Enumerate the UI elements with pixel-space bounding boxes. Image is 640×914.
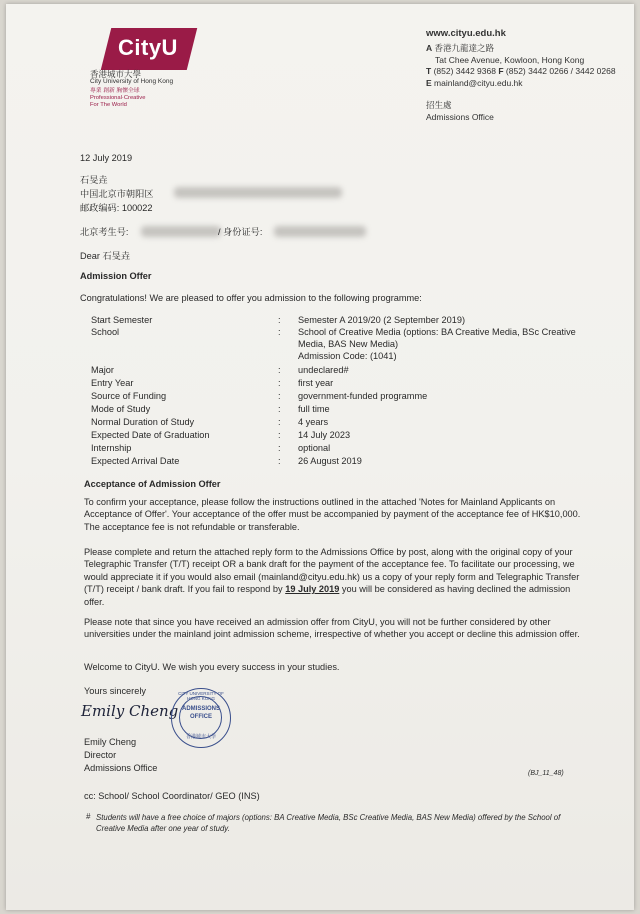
recipient-name: 石旻垚 <box>80 175 108 185</box>
detail-colon: : <box>278 365 281 375</box>
detail-label: Expected Date of Graduation <box>91 430 210 440</box>
addr-cn: 香港九龍達之路 <box>434 43 495 53</box>
footnote-mark: # <box>86 812 91 821</box>
tel: (852) 3442 9368 <box>433 66 496 76</box>
header-contact <box>426 28 616 123</box>
detail-value: optional <box>298 443 331 453</box>
logo-name-en: City University of Hong Kong <box>90 78 174 85</box>
letter-date: 12 July 2019 <box>80 153 133 163</box>
detail-value: Admission Code: (1041) <box>298 351 397 361</box>
detail-colon: : <box>278 417 281 427</box>
redacted-exam-no <box>141 226 221 237</box>
acceptance-paragraph-2-b: you will be considered as having declined the admission offer. <box>84 584 571 607</box>
email-label: E <box>426 77 432 88</box>
detail-label: Start Semester <box>91 315 153 325</box>
detail-colon: : <box>278 327 281 337</box>
detail-value: 4 years <box>298 417 329 427</box>
stamp-line-2: OFFICE <box>190 714 212 720</box>
acceptance-paragraph-3: Please note that since you have received an admission offer from CityU, you will not be further considered by other universities under the mainland joint admission scheme, irrespective of whether you accept or decline this admission offer. <box>84 617 580 640</box>
detail-value: government-funded programme <box>298 391 428 401</box>
logo-tagline-en-2: For The World <box>90 102 127 108</box>
detail-label: Mode of Study <box>91 404 151 414</box>
website: www.cityu.edu.hk <box>426 28 506 39</box>
addr-label: A <box>426 43 433 53</box>
acceptance-paragraph-1: To confirm your acceptance, please follow the instructions outlined in the attached 'Notes for Mainland Applicants on Acceptance of Offer'. Your acceptance of the offer must be accompanied by payment of the acceptance fee of HK$10,000. The acceptance fee is not refundable or transferable. <box>84 497 581 532</box>
detail-colon: : <box>278 443 281 453</box>
detail-label: Internship <box>91 443 132 453</box>
signer-office: Admissions Office <box>84 763 158 773</box>
deadline-date: 19 July 2019 <box>285 584 340 595</box>
greeting: Dear 石旻垚 <box>80 251 131 261</box>
logo-tagline-cn: 專業 創新 胸懷全球 <box>90 88 140 94</box>
id-label: / 身份证号: <box>218 227 263 237</box>
detail-colon: : <box>278 315 281 325</box>
detail-label: Expected Arrival Date <box>91 456 180 466</box>
detail-label: Normal Duration of Study <box>91 417 195 427</box>
reference-code: (BJ_11_48) <box>528 770 564 777</box>
logo-tagline <box>90 88 145 109</box>
signature: Emily Cheng <box>81 702 179 720</box>
fax-label: F <box>498 66 504 76</box>
recipient-postcode: 邮政编码: 100022 <box>80 203 153 213</box>
detail-value: first year <box>298 378 334 388</box>
acceptance-paragraph-2 <box>84 546 592 608</box>
detail-label: Major <box>91 365 114 375</box>
detail-value: School of Creative Media (options: BA Creative Media, BSc Creative Media, BAS New Media) <box>298 327 576 349</box>
redacted-address <box>174 187 342 198</box>
detail-colon: : <box>278 430 281 440</box>
admissions-office-stamp <box>171 688 231 748</box>
redacted-id <box>274 226 366 237</box>
stamp-cn: 香港城市大學 <box>185 734 216 740</box>
office-en: Admissions Office <box>426 112 494 122</box>
closing-sincerely: Yours sincerely <box>84 686 146 696</box>
office-cn: 招生處 <box>426 100 452 110</box>
detail-value: 14 July 2023 <box>298 430 351 440</box>
signer-title: Director <box>84 750 117 760</box>
stamp-ring-text: CITY UNIVERSITY OF HONG KONG <box>178 691 224 701</box>
addr-en: Tat Chee Avenue, Kowloon, Hong Kong <box>435 54 585 65</box>
letter-page <box>6 4 634 910</box>
acceptance-heading: Acceptance of Admission Offer <box>84 479 221 489</box>
detail-value: undeclared# <box>298 365 349 375</box>
subject: Admission Offer <box>80 271 152 281</box>
recipient-address: 中国北京市朝阳区 <box>80 189 154 199</box>
detail-colon: : <box>278 456 281 466</box>
logo-name: CityU <box>118 35 178 60</box>
detail-value: full time <box>298 404 330 414</box>
intro: Congratulations! We are pleased to offer you admission to the following programme: <box>80 293 422 303</box>
cc-line: cc: School/ School Coordinator/ GEO (INS) <box>84 791 260 801</box>
tel-label: T <box>426 66 432 76</box>
acceptance-paragraph-4: Welcome to CityU. We wish you every success in your studies. <box>84 662 340 672</box>
detail-value: 26 August 2019 <box>298 456 362 466</box>
detail-colon: : <box>278 378 281 388</box>
logo-tagline-en-1: Professional·Creative <box>90 95 146 101</box>
fax: (852) 3442 0266 / 3442 0268 <box>505 66 616 76</box>
detail-label: Entry Year <box>91 378 134 388</box>
detail-colon: : <box>278 391 281 401</box>
logo-name-cn: 香港城市大學 <box>90 69 142 79</box>
detail-label: Source of Funding <box>91 391 167 401</box>
detail-value: Semester A 2019/20 (2 September 2019) <box>298 315 466 325</box>
signer-name: Emily Cheng <box>84 737 137 747</box>
acceptance-paragraph-2-a: Please complete and return the attached reply form to the Admissions Office by post, along with the original copy of your Telegraphic Transfer (T/T) receipt OR a bank draft for the payment of the acceptance fee. To facilitate our processing, we would appreciate it if you would also email (mainland@cityu.edu.hk) us a copy of your reply form and Telegraphic Transfer (T/T) receipt / bank draft. If you fail to respond by <box>84 547 580 595</box>
footnote: Students will have a free choice of majors (options: BA Creative Media, BSc Creative Media, BAS New Media) offered by the School of Creative Media after one year of study. <box>96 813 561 833</box>
detail-label: School <box>91 327 120 337</box>
email: mainland@cityu.edu.hk <box>434 77 523 88</box>
stamp-line-1: ADMISSIONS <box>181 706 220 712</box>
detail-colon: : <box>278 404 281 414</box>
exam-no-label: 北京考生号: <box>80 227 129 237</box>
